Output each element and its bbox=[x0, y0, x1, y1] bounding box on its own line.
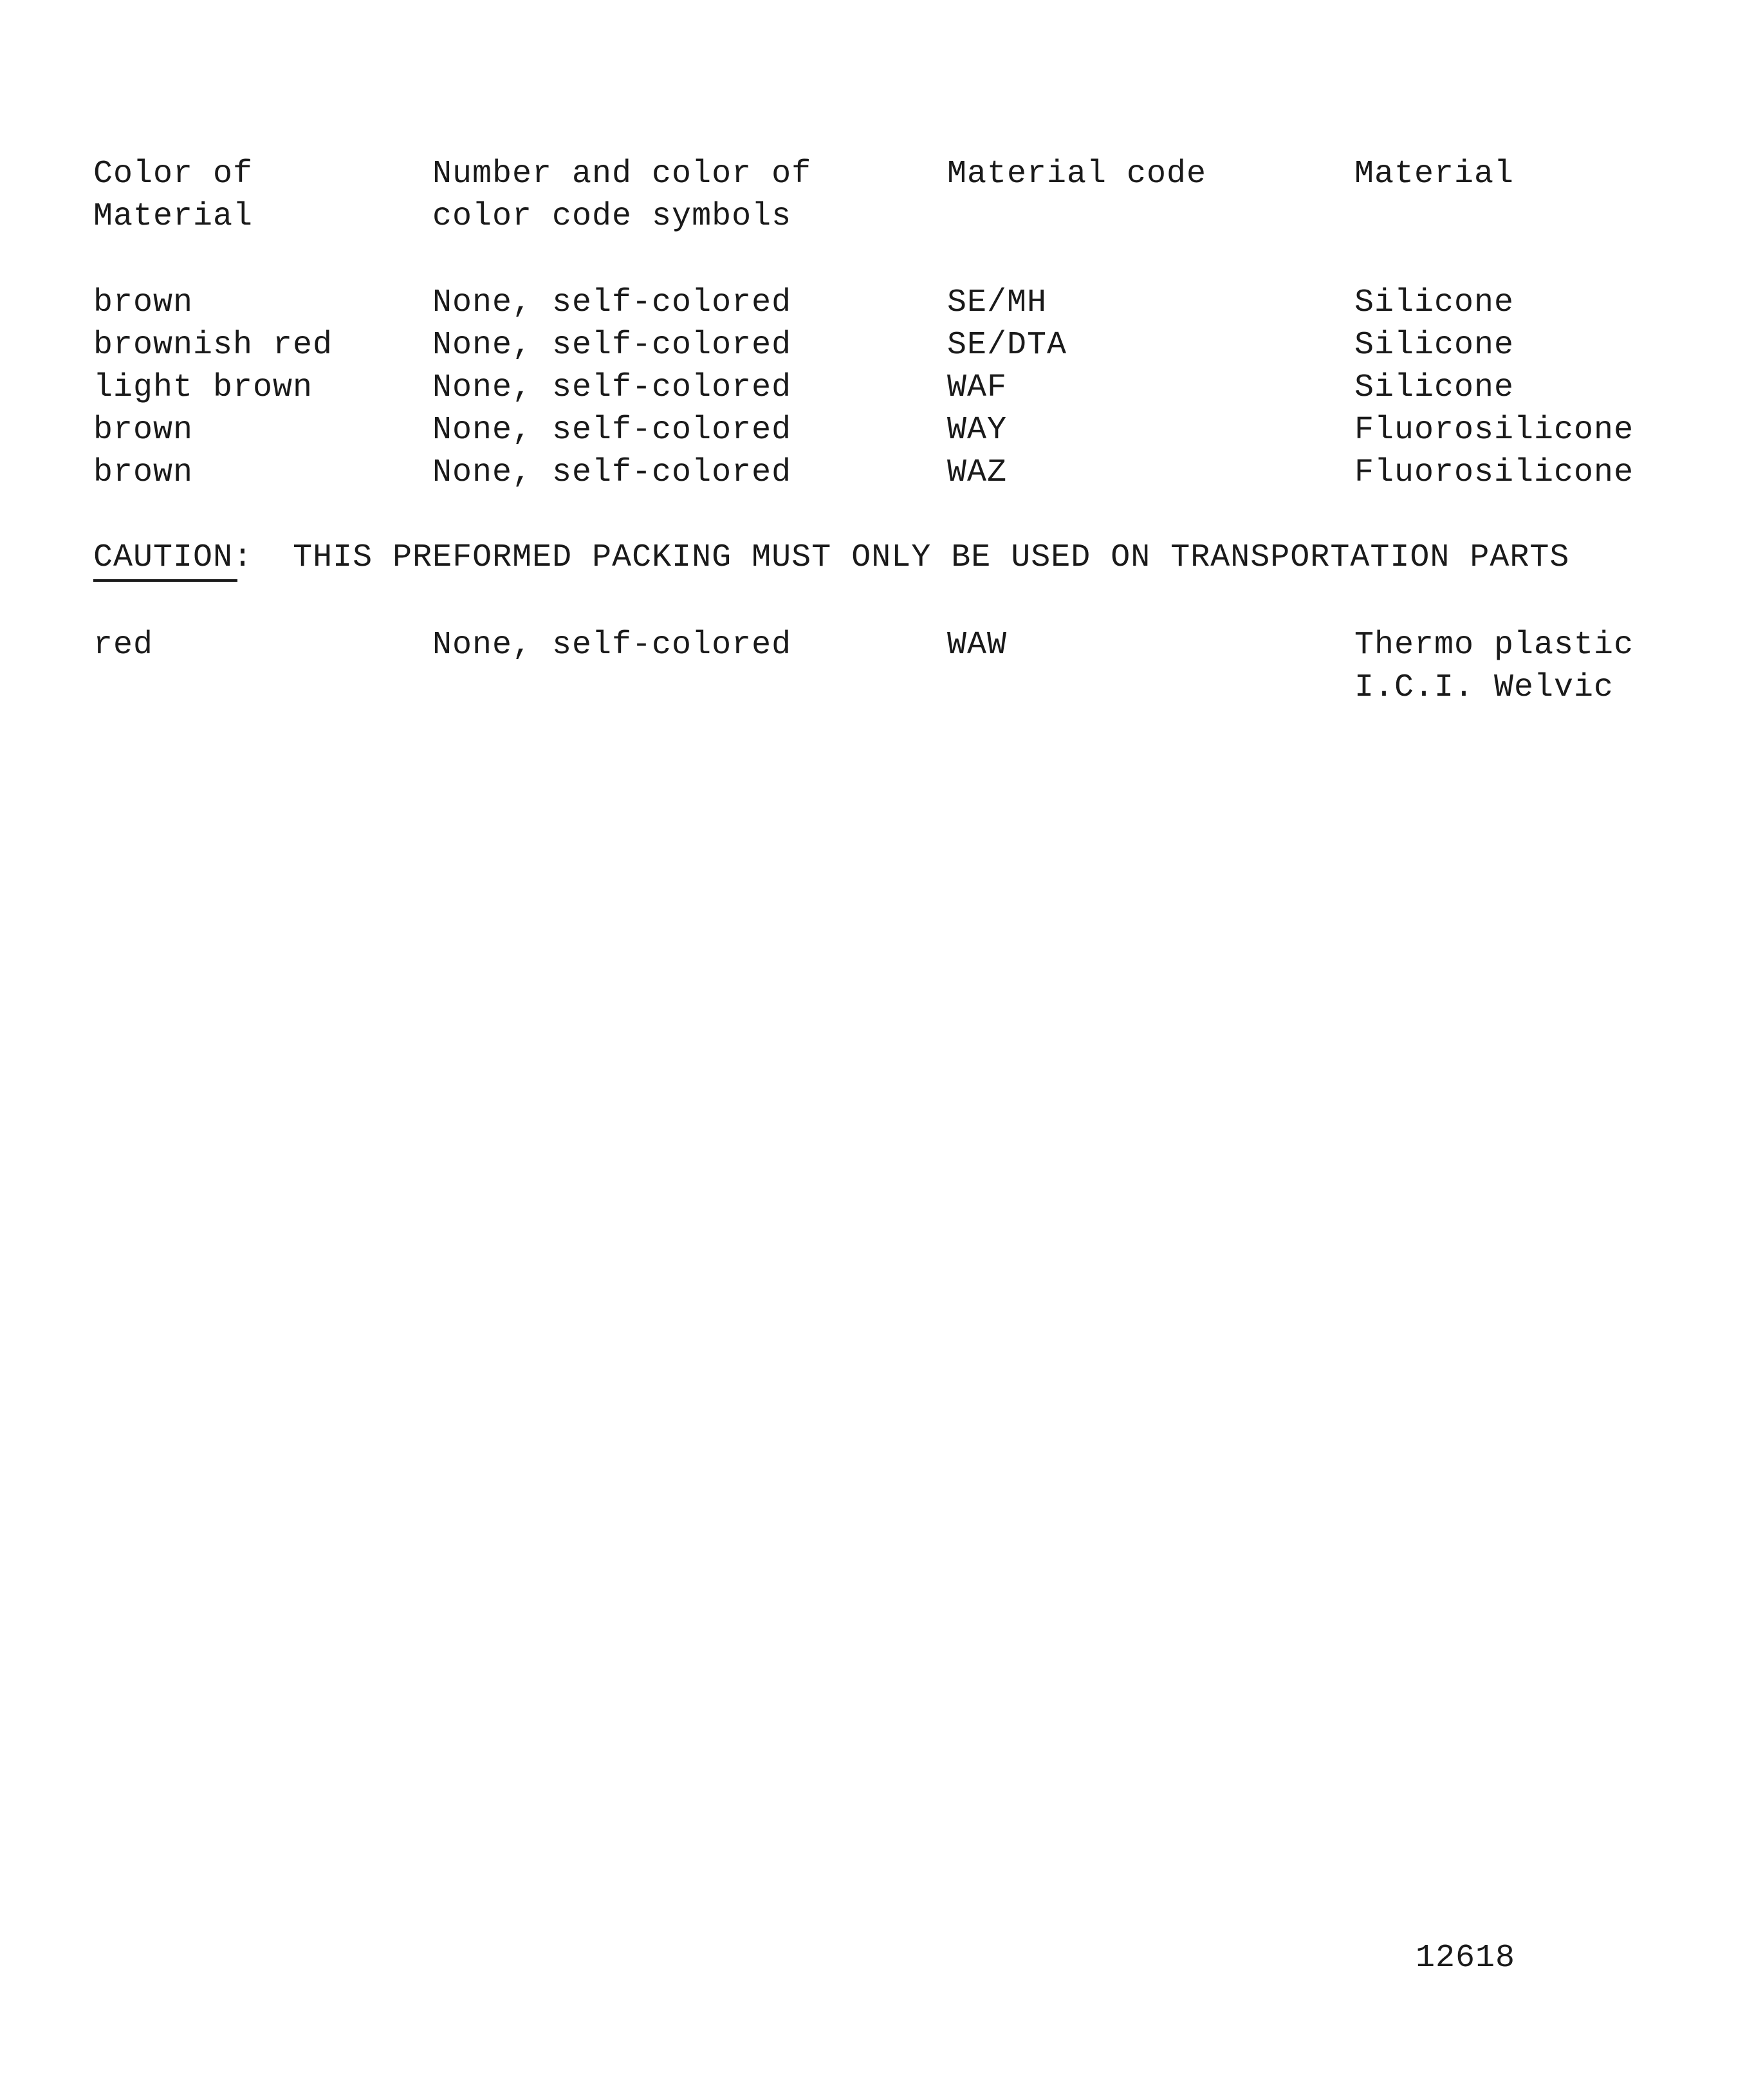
header-material-code: Material code bbox=[947, 156, 1207, 192]
row-3-material: Fluorosilicone bbox=[1354, 412, 1634, 449]
row-3-symbols: None, self-colored bbox=[432, 412, 792, 449]
header-color-of-material-line1: Color of bbox=[93, 156, 254, 192]
header-color-of-material-line2: Material bbox=[93, 198, 254, 235]
row-4-code: WAZ bbox=[947, 454, 1008, 491]
row-2-material: Silicone bbox=[1354, 369, 1515, 406]
row-2-code: WAF bbox=[947, 369, 1008, 406]
header-material: Material bbox=[1354, 156, 1515, 192]
caution-label: CAUTION: bbox=[93, 537, 253, 579]
row-1-code: SE/DTA bbox=[947, 327, 1067, 364]
row-3-code: WAY bbox=[947, 412, 1008, 449]
row-1-color: brownish red bbox=[93, 327, 333, 364]
row-0-material: Silicone bbox=[1354, 284, 1515, 321]
row-2-symbols: None, self-colored bbox=[432, 369, 792, 406]
special-row-symbols: None, self-colored bbox=[432, 627, 792, 664]
row-1-symbols: None, self-colored bbox=[432, 327, 792, 364]
row-4-symbols: None, self-colored bbox=[432, 454, 792, 491]
special-row-material-line2: I.C.I. Welvic bbox=[1354, 669, 1614, 706]
page-number: 12618 bbox=[1416, 1940, 1516, 1976]
row-2-color: light brown bbox=[93, 369, 313, 406]
row-0-symbols: None, self-colored bbox=[432, 284, 792, 321]
row-4-color: brown bbox=[93, 454, 194, 491]
row-0-code: SE/MH bbox=[947, 284, 1048, 321]
special-row-material-line1: Thermo plastic bbox=[1354, 627, 1634, 664]
special-row-color: red bbox=[93, 627, 154, 664]
row-0-color: brown bbox=[93, 284, 194, 321]
special-row-code: WAW bbox=[947, 627, 1008, 664]
header-number-color-symbols-line1: Number and color of bbox=[432, 156, 812, 192]
row-3-color: brown bbox=[93, 412, 194, 449]
caution-notice bbox=[93, 537, 1569, 579]
header-number-color-symbols-line2: color code symbols bbox=[432, 198, 792, 235]
caution-text: THIS PREFORMED PACKING MUST ONLY BE USED ON TRANSPORTATION PARTS bbox=[293, 539, 1570, 576]
row-4-material: Fluorosilicone bbox=[1354, 454, 1634, 491]
row-1-material: Silicone bbox=[1354, 327, 1515, 364]
